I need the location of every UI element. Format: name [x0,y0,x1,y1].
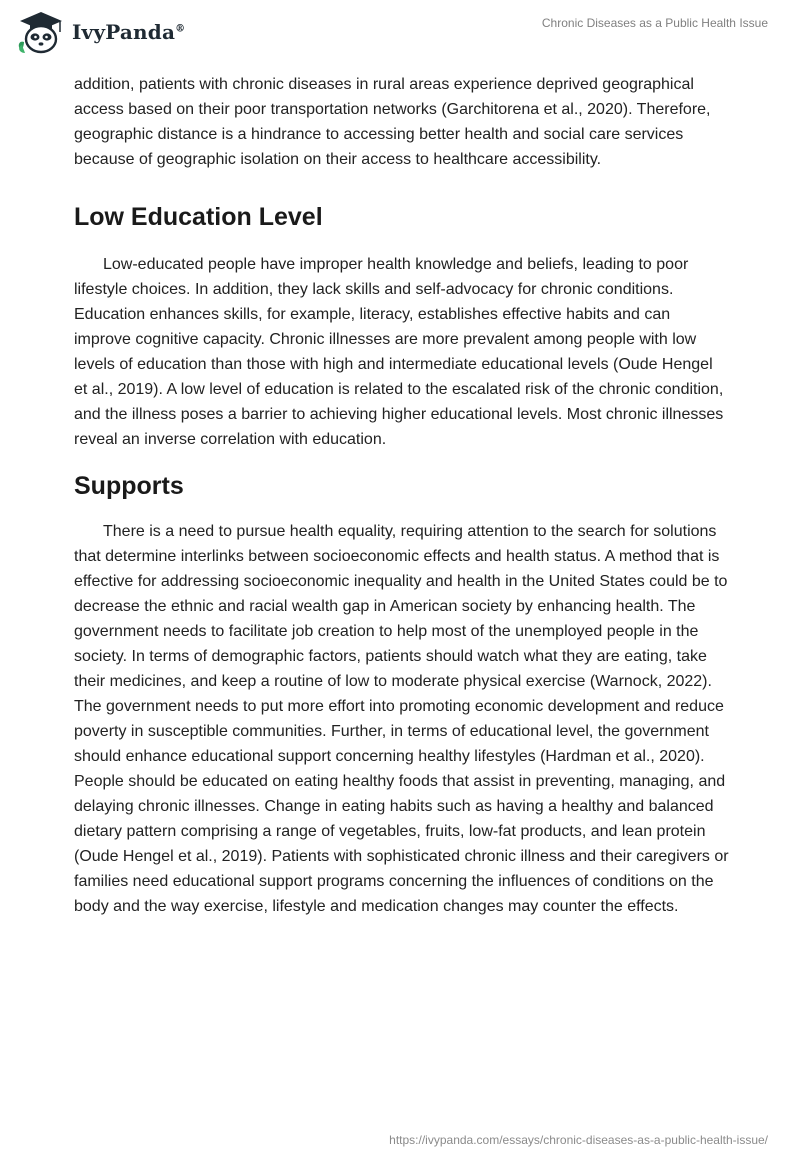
article-body [74,72,730,919]
registered-mark: ® [175,23,186,35]
page-header [0,0,800,64]
section-paragraph-supports: There is a need to pursue health equality, requiring attention to the search for solutions that determine interlinks between socioeconomic effects and health status. A method that is effective for addressing socioeconomic inequality and health in the United States could be to decrease the ethnic and racial wealth gap in American society by enhancing health. The government needs to facilitate job creation to help most of the unemployed people in the society. In terms of demographic factors, patients should watch what they are eating, take their medicines, and keep a routine of low to moderate physical exercise (Warnock, 2022). The government needs to put more effort into promoting economic development and reduce poverty in susceptible communities. Further, in terms of educational level, the government should enhance educational support concerning healthy lifestyles (Hardman et al., 2020). People should be educated on eating healthy foods that assist in preventing, managing, and delaying chronic illnesses. Change in eating habits such as having a healthy and balanced dietary pattern comprising a range of vegetables, fruits, low-fat products, and lean protein (Oude Hengel et al., 2019). Patients with sophisticated chronic illness and their caregivers or families need educational support programs concerning the influences of conditions on the body and the way exercise, lifestyle and medication changes may counter the effects. [74,523,729,915]
section-heading-supports: Supports [74,472,184,500]
section-heading-low-education: Low Education Level [74,203,323,231]
panda-graduate-icon [16,10,66,54]
source-url-link[interactable]: https://ivypanda.com/essays/chronic-diseases-as-a-public-health-issue/ [389,1133,768,1147]
ivypanda-logo[interactable] [16,10,185,54]
section-paragraph-low-education: Low-educated people have improper health knowledge and beliefs, leading to poor lifestyle choices. In addition, they lack skills and self-advocacy for chronic conditions. Education enhances skills, for example, literacy, establishes effective habits and can improve cognitive capacity. Chronic illnesses are more prevalent among people with low levels of education than those with high and intermediate educational levels (Oude Hengel et al., 2019). A low level of education is related to the escalated risk of the chronic condition, and the illness poses a barrier to achieving higher educational levels. Most chronic illnesses reveal an inverse correlation with education. [74,256,724,448]
document-title: Chronic Diseases as a Public Health Issue [541,16,768,30]
brand-name: IvyPanda® [72,20,186,44]
intro-paragraph: addition, patients with chronic diseases in rural areas experience deprived geographical access based on their poor transportation networks (Garchitorena et al., 2020). Therefore, geographic distance is a hindrance to accessing better health and social care services because of geographic isolation on their access to healthcare accessibility. [74,76,711,168]
